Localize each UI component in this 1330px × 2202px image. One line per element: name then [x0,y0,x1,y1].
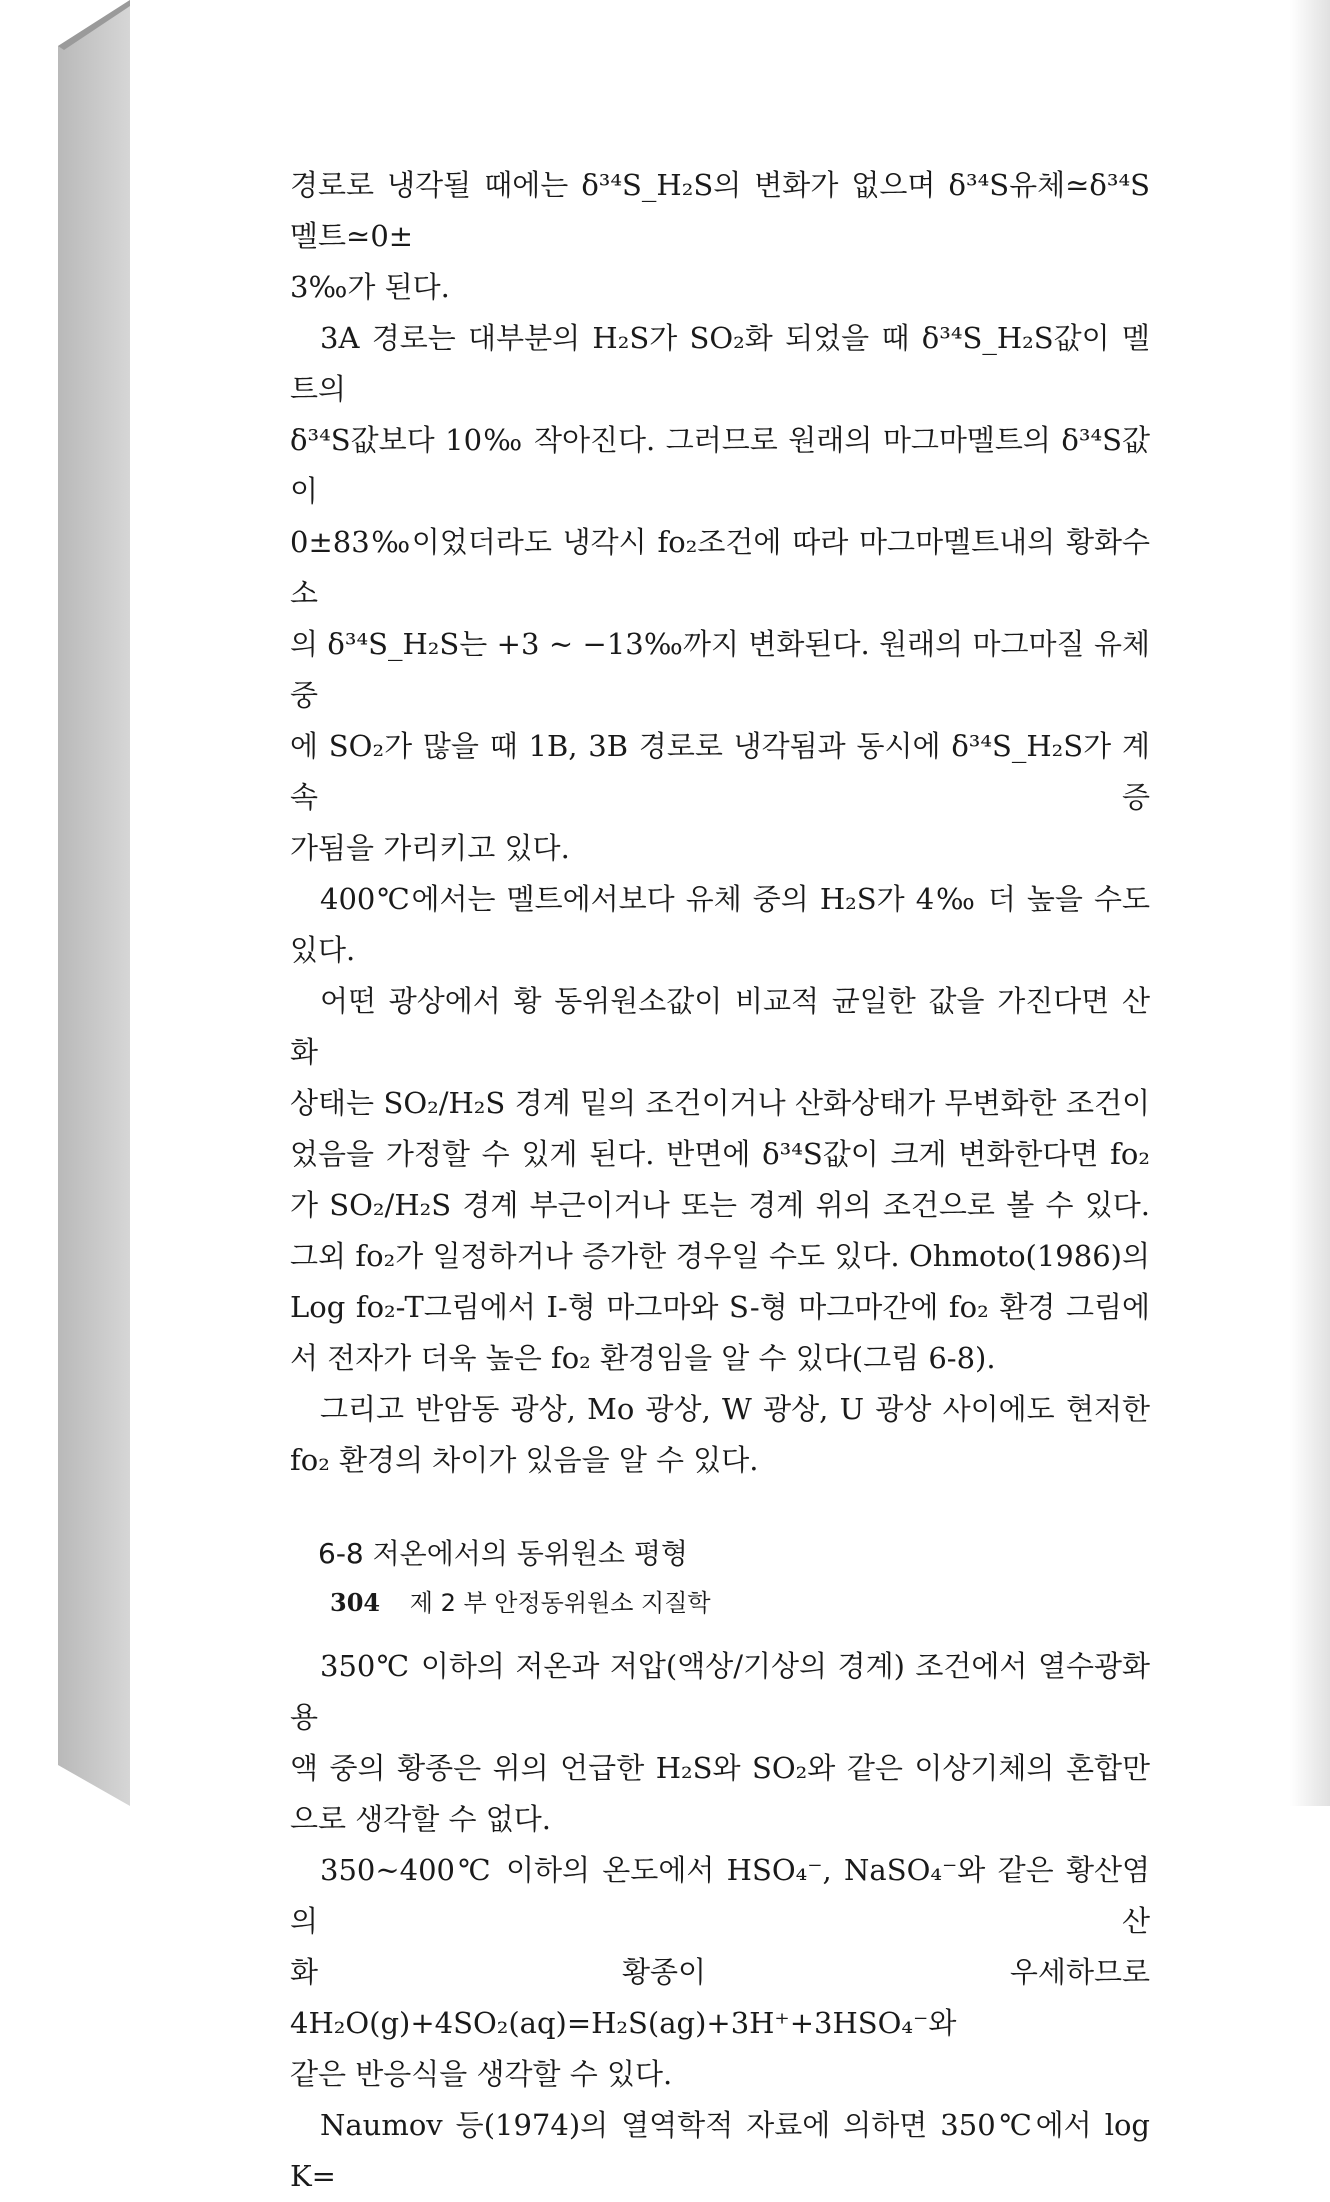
text-line: 으로 생각할 수 없다. [290,1802,551,1836]
text-line: 같은 반응식을 생각할 수 있다. [290,2057,673,2091]
text-line: 400℃에서는 멜트에서보다 유체 중의 H₂S가 4‰ 더 높을 수도 있다. [290,882,1150,967]
text-line: 3A 경로는 대부분의 H₂S가 SO₂화 되었을 때 δ³⁴S_H₂S값이 멜트의 [290,321,1150,406]
text-line: 화 황종이 우세하므로 4H₂O(g)+4SO₂(aq)=H₂S(ag)+3H⁺+3HSO₄⁻와 [290,1955,1150,2040]
text-line: 0±83‰이었더라도 냉각시 fo₂조건에 따라 마그마멜트내의 황화수소 [290,525,1150,610]
section-heading: 6-8 저온에서의 동위원소 평형 [318,1537,688,1570]
text-line: 어떤 광상에서 황 동위원소값이 비교적 균일한 값을 가진다면 산화 [290,984,1150,1069]
text-line: 에 SO₂가 많을 때 1B, 3B 경로로 냉각됨과 동시에 δ³⁴S_H₂S가 계속 증 [290,729,1150,814]
text-line: 었음을 가정할 수 있게 된다. 반면에 δ³⁴S값이 크게 변화한다면 fo₂ [290,1137,1150,1171]
text-line: 그리고 반암동 광상, Mo 광상, W 광상, U 광상 사이에도 현저한 [320,1392,1150,1426]
text-block-1 [290,160,1150,1486]
text-line: 경로로 냉각될 때에는 δ³⁴S_H₂S의 변화가 없으며 δ³⁴S유체≃δ³⁴S멜트≃0± [290,168,1150,253]
body-text [290,160,1150,2202]
text-line: 3‰가 된다. [290,270,450,304]
text-line: 350℃ 이하의 저온과 저압(액상/기상의 경계) 조건에서 열수광화용 [290,1649,1150,1734]
text-line: fo₂ 환경의 차이가 있음을 알 수 있다. [290,1443,759,1477]
text-line: 서 전자가 더욱 높은 fo₂ 환경임을 알 수 있다(그림 6-8). [290,1341,996,1375]
text-line: 액 중의 황종은 위의 언급한 H₂S와 SO₂와 같은 이상기체의 혼합만 [290,1751,1150,1785]
text-line: 의 δ³⁴S_H₂S는 +3 ~ −13‰까지 변화된다. 원래의 마그마질 유체 중 [290,627,1150,712]
page-footer [330,1583,711,1618]
text-line: 350~400℃ 이하의 온도에서 HSO₄⁻, NaSO₄⁻와 같은 황산염의 산 [290,1853,1150,1938]
text-line: 상태는 SO₂/H₂S 경계 밑의 조건이거나 산화상태가 무변화한 조건이 [290,1086,1150,1120]
running-section-title: 제 2 부 안정동위원소 지질학 [409,1589,711,1617]
book-spine [0,0,130,1806]
text-block-2 [290,1641,1150,2202]
text-line: 가 SO₂/H₂S 경계 부근이거나 또는 경계 위의 조건으로 볼 수 있다. [290,1188,1150,1222]
text-line: Log fo₂-T그림에서 I-형 마그마와 S-형 마그마간에 fo₂ 환경 그림에 [290,1290,1150,1324]
text-line: 그외 fo₂가 일정하거나 증가한 경우일 수도 있다. Ohmoto(1986)의 [290,1239,1150,1273]
page-edge-shadow [1290,0,1330,1806]
text-line: δ³⁴S값보다 10‰ 작아진다. 그러므로 원래의 마그마멜트의 δ³⁴S값이 [290,423,1150,508]
text-line: Naumov 등(1974)의 열역학적 자료에 의하면 350℃에서 log K= [290,2108,1150,2193]
page-number: 304 [330,1588,381,1617]
text-line: 가됨을 가리키고 있다. [290,831,570,865]
